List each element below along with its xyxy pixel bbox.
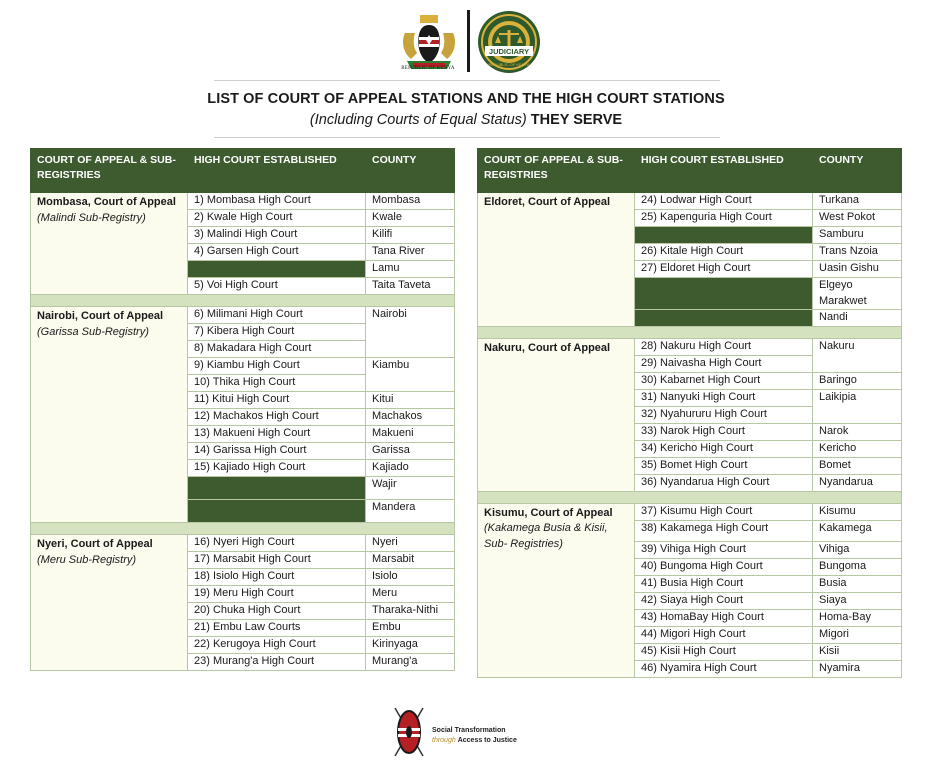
county-cell: Marsabit — [366, 552, 455, 569]
table-body — [478, 193, 902, 678]
high-court-cell: 3) Malindi High Court — [188, 227, 366, 244]
high-court-cell: 6) Milimani High Court — [188, 307, 366, 324]
high-court-cell: 7) Kibera High Court — [188, 324, 366, 341]
high-court-cell: 9) Kiambu High Court — [188, 358, 366, 375]
high-court-cell: 39) Vihiga High Court — [635, 541, 813, 558]
divider-bottom — [214, 137, 720, 138]
court-name: Nakuru, Court of Appeal — [484, 341, 611, 354]
subtitle-bold: THEY SERVE — [530, 112, 623, 128]
county-cell: Machakos — [366, 409, 455, 426]
table-row — [478, 338, 902, 355]
high-court-cell: 28) Nakuru High Court — [635, 338, 813, 355]
column-header-court: COURT OF APPEAL & SUB-REGISTRIES — [478, 149, 635, 193]
court-name: Mombasa, Court of Appeal — [37, 196, 176, 208]
county-cell: Tharaka-Nithi — [366, 603, 455, 620]
high-court-cell: 13) Makueni High Court — [188, 426, 366, 443]
footer-access: Access to Justice — [457, 737, 517, 744]
county-cell: Wajir — [366, 477, 455, 500]
high-court-cell: 38) Kakamega High Court — [635, 520, 813, 541]
county-cell: Taita Taveta — [366, 278, 455, 295]
header-divider — [467, 10, 470, 72]
county-cell: Kisii — [813, 643, 902, 660]
county-cell: Kisumu — [813, 503, 902, 520]
high-court-cell: 35) Bomet High Court — [635, 457, 813, 474]
high-court-cell — [188, 477, 366, 500]
county-cell: Nyandarua — [813, 474, 902, 491]
footer-slogan-line2 — [432, 737, 517, 744]
high-court-cell: 33) Narok High Court — [635, 423, 813, 440]
county-cell: Makueni — [366, 426, 455, 443]
county-cell: Murang'a — [366, 654, 455, 671]
high-court-cell: 18) Isiolo High Court — [188, 569, 366, 586]
county-cell: Uasin Gishu — [813, 261, 902, 278]
sub-registry: (Kakamega Busia & Kisii, Sub- Registries) — [484, 522, 608, 550]
county-cell: Trans Nzoia — [813, 244, 902, 261]
high-court-cell: 36) Nyandarua High Court — [635, 474, 813, 491]
high-court-cell: 40) Bungoma High Court — [635, 558, 813, 575]
high-court-cell: 25) Kapenguria High Court — [635, 210, 813, 227]
shield-spears-icon — [391, 706, 427, 758]
court-of-appeal-cell — [31, 193, 188, 295]
high-court-cell: 16) Nyeri High Court — [188, 535, 366, 552]
court-name: Nairobi, Court of Appeal — [37, 310, 164, 322]
high-court-cell: 11) Kitui High Court — [188, 392, 366, 409]
table-body — [31, 193, 455, 671]
county-cell: Kirinyaga — [366, 637, 455, 654]
county-cell: Siaya — [813, 592, 902, 609]
court-of-appeal-cell — [478, 193, 635, 327]
high-court-cell: 12) Machakos High Court — [188, 409, 366, 426]
seal-top-text: JUDICIARY — [488, 47, 530, 56]
high-court-cell: 21) Embu Law Courts — [188, 620, 366, 637]
high-court-cell: 17) Marsabit High Court — [188, 552, 366, 569]
county-cell: Turkana — [813, 193, 902, 210]
county-cell: Nyeri — [366, 535, 455, 552]
subtitle-italic: (Including Courts of Equal Status) — [309, 112, 527, 128]
court-name: Nyeri, Court of Appeal — [37, 538, 153, 550]
sub-registry: (Malindi Sub-Registry) — [37, 211, 146, 224]
high-court-cell — [635, 278, 813, 310]
county-cell: Embu — [366, 620, 455, 637]
judiciary-seal-icon — [476, 9, 542, 75]
high-court-cell: 41) Busia High Court — [635, 575, 813, 592]
county-cell: Kiambu — [366, 358, 455, 392]
high-court-cell — [188, 500, 366, 523]
group-separator — [478, 491, 902, 503]
high-court-cell — [635, 310, 813, 327]
county-cell: Laikipia — [813, 389, 902, 423]
high-court-cell: 1) Mombasa High Court — [188, 193, 366, 210]
court-of-appeal-cell — [31, 307, 188, 523]
high-court-cell: 5) Voi High Court — [188, 278, 366, 295]
left-stations-table — [30, 148, 455, 671]
county-cell: Mombasa — [366, 193, 455, 210]
county-cell: Meru — [366, 586, 455, 603]
high-court-cell: 27) Eldoret High Court — [635, 261, 813, 278]
table-row — [478, 193, 902, 210]
court-name: Eldoret, Court of Appeal — [484, 196, 611, 208]
high-court-cell: 19) Meru High Court — [188, 586, 366, 603]
county-cell: Kakamega — [813, 520, 902, 541]
high-court-cell: 14) Garissa High Court — [188, 443, 366, 460]
table-row — [31, 307, 455, 324]
kenya-caption: REPUBLIC OF KENYA — [401, 66, 455, 71]
county-cell: West Pokot — [813, 210, 902, 227]
column-header-high-court: HIGH COURT ESTABLISHED — [188, 149, 366, 193]
high-court-cell: 8) Makadara High Court — [188, 341, 366, 358]
high-court-cell: 26) Kitale High Court — [635, 244, 813, 261]
high-court-cell: 37) Kisumu High Court — [635, 503, 813, 520]
high-court-cell — [635, 227, 813, 244]
page-header — [0, 0, 932, 80]
county-cell: Nandi — [813, 310, 902, 327]
county-cell: Homa-Bay — [813, 609, 902, 626]
county-cell: Bungoma — [813, 558, 902, 575]
table-row — [478, 503, 902, 520]
group-separator — [478, 326, 902, 338]
high-court-cell: 23) Murang'a High Court — [188, 654, 366, 671]
court-of-appeal-cell — [478, 503, 635, 677]
page-subtitle — [0, 112, 932, 128]
table-row — [31, 535, 455, 552]
county-cell: Garissa — [366, 443, 455, 460]
court-name: Kisumu, Court of Appeal — [484, 506, 613, 519]
high-court-cell: 42) Siaya High Court — [635, 592, 813, 609]
column-header-county: COUNTY — [366, 149, 455, 193]
seal-bottom-text: REPUBLIC OF KENYA — [488, 62, 530, 67]
county-cell: Mandera — [366, 500, 455, 523]
high-court-cell: 30) Kabarnet High Court — [635, 372, 813, 389]
page-title: LIST OF COURT OF APPEAL STATIONS AND THE HIGH COURT STATIONS — [207, 91, 725, 107]
court-of-appeal-cell — [31, 535, 188, 671]
county-cell: Migori — [813, 626, 902, 643]
group-separator — [31, 295, 455, 307]
county-cell: Bomet — [813, 457, 902, 474]
high-court-cell: 2) Kwale High Court — [188, 210, 366, 227]
county-cell: Kilifi — [366, 227, 455, 244]
footer-slogan-line1: Social Transformation — [432, 727, 506, 734]
county-cell: Elgeyo Marakwet — [813, 278, 902, 310]
high-court-cell — [188, 261, 366, 278]
divider-top — [214, 80, 720, 81]
high-court-cell: 4) Garsen High Court — [188, 244, 366, 261]
high-court-cell: 10) Thika High Court — [188, 375, 366, 392]
high-court-cell: 44) Migori High Court — [635, 626, 813, 643]
county-cell: Narok — [813, 423, 902, 440]
county-cell: Isiolo — [366, 569, 455, 586]
column-header-county: COUNTY — [813, 149, 902, 193]
county-cell: Tana River — [366, 244, 455, 261]
table-row — [31, 193, 455, 210]
high-court-cell: 29) Naivasha High Court — [635, 355, 813, 372]
high-court-cell: 22) Kerugoya High Court — [188, 637, 366, 654]
high-court-cell: 43) HomaBay High Court — [635, 609, 813, 626]
right-stations-table — [477, 148, 902, 678]
county-cell: Kwale — [366, 210, 455, 227]
column-header-court: COURT OF APPEAL & SUB-REGISTRIES — [31, 149, 188, 193]
column-header-high-court: HIGH COURT ESTABLISHED — [635, 149, 813, 193]
county-cell: Kitui — [366, 392, 455, 409]
high-court-cell: 45) Kisii High Court — [635, 643, 813, 660]
high-court-cell: 20) Chuka High Court — [188, 603, 366, 620]
high-court-cell: 32) Nyahururu High Court — [635, 406, 813, 423]
court-of-appeal-cell — [478, 338, 635, 491]
group-separator — [31, 523, 455, 535]
county-cell: Lamu — [366, 261, 455, 278]
high-court-cell: 34) Kericho High Court — [635, 440, 813, 457]
high-court-cell: 15) Kajiado High Court — [188, 460, 366, 477]
county-cell: Nairobi — [366, 307, 455, 358]
county-cell: Nakuru — [813, 338, 902, 372]
sub-registry: (Garissa Sub-Registry) — [37, 325, 149, 338]
county-cell: Kajiado — [366, 460, 455, 477]
high-court-cell: 31) Nanyuki High Court — [635, 389, 813, 406]
county-cell: Baringo — [813, 372, 902, 389]
county-cell: Samburu — [813, 227, 902, 244]
high-court-cell: 24) Lodwar High Court — [635, 193, 813, 210]
county-cell: Kericho — [813, 440, 902, 457]
county-cell: Nyamira — [813, 660, 902, 677]
footer-through: through — [432, 737, 456, 744]
county-cell: Busia — [813, 575, 902, 592]
county-cell: Vihiga — [813, 541, 902, 558]
high-court-cell: 46) Nyamira High Court — [635, 660, 813, 677]
sub-registry: (Meru Sub-Registry) — [37, 553, 137, 566]
